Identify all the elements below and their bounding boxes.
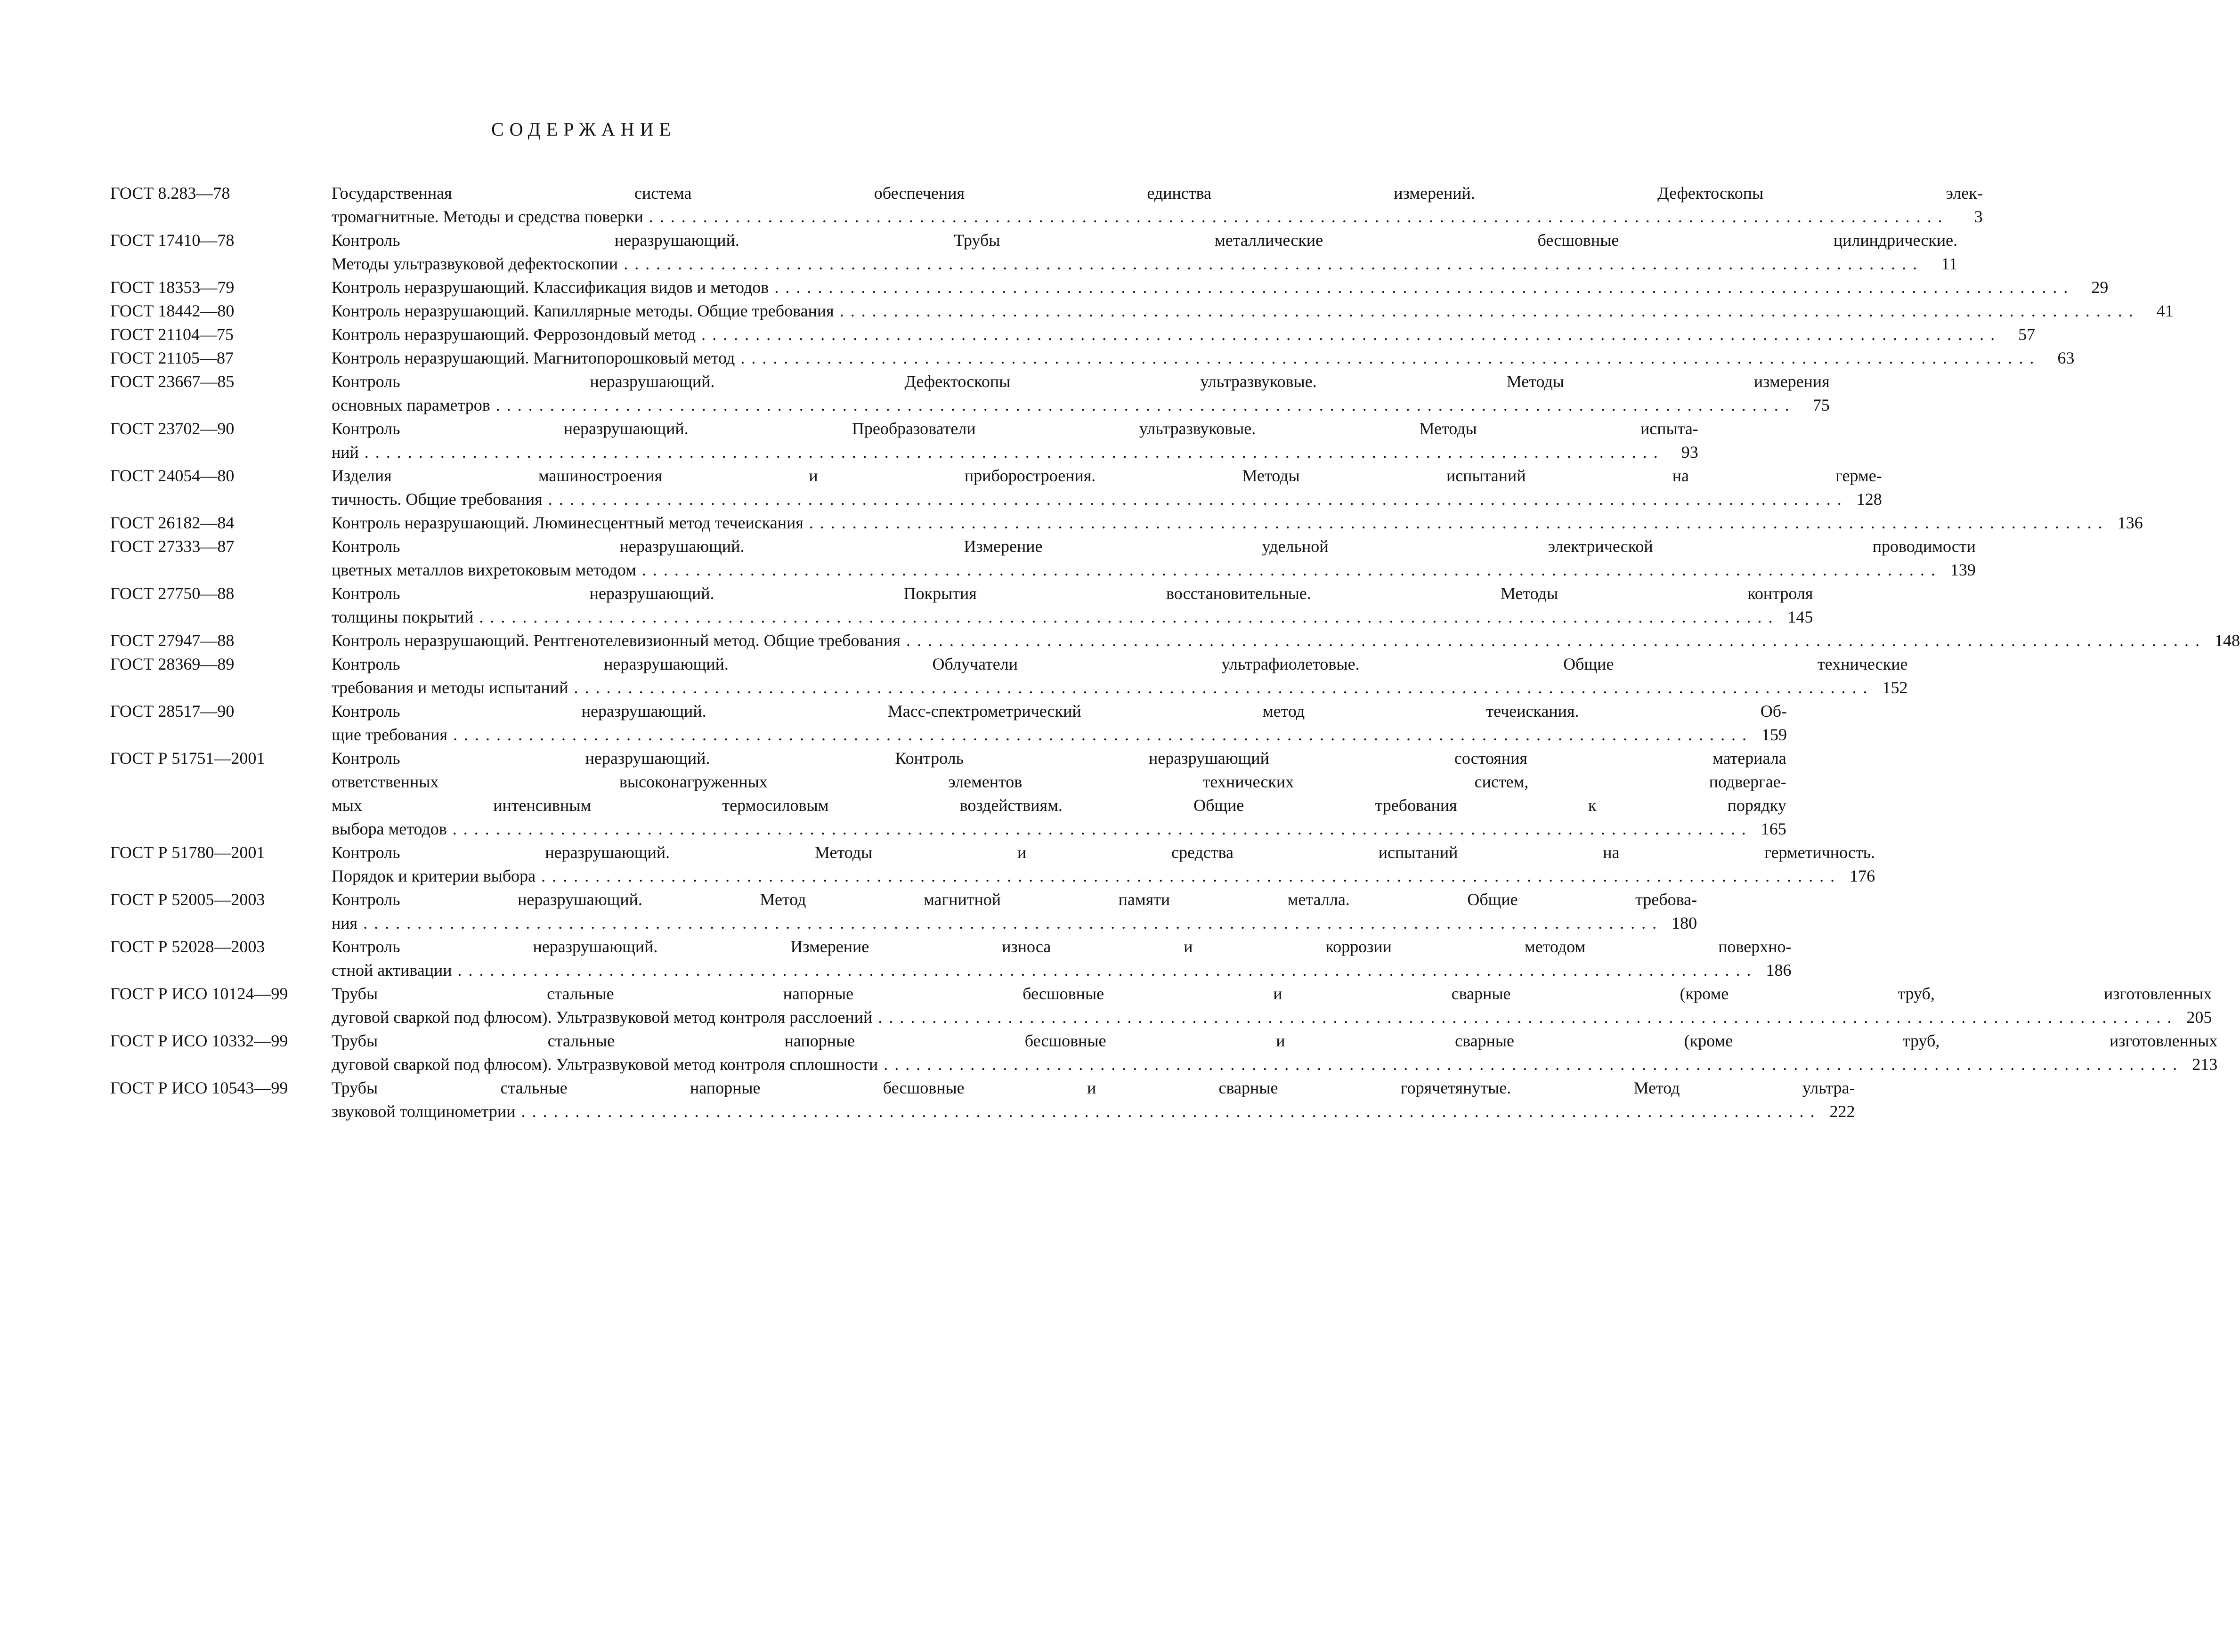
- entry-last-line: [332, 817, 1786, 841]
- entry-description: [332, 888, 1697, 935]
- toc-entry: [110, 534, 1976, 582]
- page-number: 136: [2117, 513, 2143, 532]
- entry-description: [332, 1076, 1855, 1123]
- toc-entry: [110, 346, 2075, 370]
- entry-title-line: Контроль неразрушающий. Покрытия восстановительные. Методы контроля: [332, 584, 1813, 603]
- dot-leader: ........................................................................................................................: [479, 607, 1779, 626]
- entry-description: [332, 746, 1786, 841]
- entry-last-line: [332, 723, 1787, 746]
- entry-last-line: [332, 487, 1882, 511]
- standard-code: ГОСТ 27750—88: [110, 584, 235, 603]
- toc-entry: [110, 1029, 2218, 1076]
- entry-title-line: требования и методы испытаний: [332, 678, 568, 697]
- toc-entry: [110, 888, 1697, 935]
- standard-code: ГОСТ Р 51751—2001: [110, 749, 265, 768]
- page-number: 165: [1761, 819, 1786, 838]
- toc-entry: [110, 299, 2174, 323]
- entry-description: [332, 417, 1698, 464]
- toc-entry: [110, 228, 1958, 275]
- entry-title-line: щие требования: [332, 725, 448, 744]
- standard-code: ГОСТ Р 52005—2003: [110, 890, 265, 909]
- page-number: 176: [1850, 866, 1875, 885]
- standard-code: ГОСТ 28369—89: [110, 655, 235, 673]
- entry-description: [332, 275, 2108, 299]
- entry-last-line: [332, 605, 1813, 629]
- entry-title-line: Контроль неразрушающий. Масс-спектрометрический метод течеискания. Об-: [332, 702, 1787, 721]
- dot-leader: ........................................................................................................................: [839, 301, 2140, 320]
- page-number: 180: [1672, 914, 1697, 932]
- page-number: 186: [1766, 961, 1792, 980]
- standard-code: ГОСТ 26182—84: [110, 513, 235, 532]
- standard-code: ГОСТ 23667—85: [110, 372, 235, 391]
- entry-title-line: Контроль неразрушающий. Контроль неразрушающий состояния материала: [332, 749, 1786, 768]
- entry-description: [332, 346, 2074, 370]
- entry-title-line: основных параметров: [332, 396, 490, 414]
- standard-code: ГОСТ 8.283—78: [110, 184, 230, 202]
- entry-last-line: [332, 1053, 2217, 1076]
- entry-description: [332, 228, 1957, 275]
- entry-title-line: выбора методов: [332, 819, 447, 838]
- entry-description: [332, 534, 1976, 582]
- entry-last-line: [332, 1005, 2212, 1029]
- dot-leader: ........................................................................................................................: [541, 866, 1842, 885]
- entry-title-line: ответственных высоконагруженных элементов технических систем, подвергае-: [332, 772, 1786, 791]
- toc-entry: [110, 181, 1983, 228]
- entry-title-line: Контроль неразрушающий. Феррозондовый метод: [332, 325, 696, 344]
- entry-last-line: [332, 205, 1983, 228]
- toc-entry: [110, 699, 1787, 746]
- entry-last-line: [332, 558, 1976, 582]
- dot-leader: ........................................................................................................................: [906, 631, 2206, 650]
- toc-entry: [110, 370, 1830, 417]
- dot-leader: ........................................................................................................................: [363, 914, 1664, 932]
- entry-last-line: [332, 1100, 1855, 1123]
- dot-leader: ........................................................................................................................: [884, 1055, 2184, 1074]
- entry-last-line: [332, 323, 2035, 346]
- page-number: 222: [1829, 1102, 1855, 1121]
- page-number: 41: [2156, 301, 2174, 320]
- page-number: 128: [1856, 490, 1882, 509]
- standard-code: ГОСТ 28517—90: [110, 702, 235, 721]
- toc-entry: [110, 935, 1792, 982]
- entry-description: [332, 982, 2212, 1029]
- entry-last-line: [332, 393, 1830, 417]
- toc-entry: [110, 746, 1786, 841]
- page-number: 205: [2186, 1008, 2212, 1027]
- entry-last-line: [332, 275, 2108, 299]
- dot-leader: ........................................................................................................................: [649, 207, 1949, 226]
- entry-title-line: Контроль неразрушающий. Облучатели ультрафиолетовые. Общие технические: [332, 655, 1908, 673]
- entry-title-line: дуговой сваркой под флюсом). Ультразвуковой метод контроля сплошности: [332, 1055, 878, 1074]
- toc-entry: [110, 511, 2143, 534]
- standard-code: ГОСТ 27947—88: [110, 631, 235, 650]
- entry-title-line: звуковой толщинометрии: [332, 1102, 516, 1121]
- entry-title-line: толщины покрытий: [332, 607, 474, 626]
- toc-entry: [110, 464, 1882, 511]
- entry-description: [332, 1029, 2217, 1076]
- entry-description: [332, 582, 1813, 629]
- toc-entry: [110, 417, 1698, 464]
- page-number: 29: [2091, 278, 2109, 297]
- dot-leader: ........................................................................................................................: [364, 443, 1664, 462]
- entry-title-line: Контроль неразрушающий. Рентгенотелевизионный метод. Общие требования: [332, 631, 901, 650]
- toc-entry: [110, 275, 2109, 299]
- dot-leader: ........................................................................................................................: [878, 1008, 2178, 1027]
- entry-description: [332, 511, 2143, 534]
- entry-title-line: Контроль неразрушающий. Дефектоскопы ультразвуковые. Методы измерения: [332, 372, 1830, 391]
- entry-description: [332, 370, 1830, 417]
- entry-title-line: Контроль неразрушающий. Трубы металлические бесшовные цилиндрические.: [332, 231, 1958, 250]
- page-number: 139: [1950, 560, 1976, 579]
- entry-last-line: [332, 252, 1957, 275]
- standard-code: ГОСТ 21104—75: [110, 325, 234, 344]
- dot-leader: ........................................................................................................................: [548, 490, 1848, 509]
- standard-code: ГОСТ Р 52028—2003: [110, 937, 265, 956]
- entry-last-line: [332, 299, 2174, 323]
- entry-last-line: [332, 440, 1698, 464]
- entry-description: [332, 464, 1882, 511]
- entry-title-line: тичность. Общие требования: [332, 490, 543, 509]
- entry-description: [332, 299, 2174, 323]
- dot-leader: ........................................................................................................................: [574, 678, 1874, 697]
- entry-title-line: Контроль неразрушающий. Капиллярные методы. Общие требования: [332, 301, 834, 320]
- entry-title-line: ния: [332, 914, 358, 932]
- entry-title-line: Методы ультразвуковой дефектоскопии: [332, 254, 618, 273]
- standard-code: ГОСТ Р 51780—2001: [110, 843, 265, 862]
- standard-code: ГОСТ 21105—87: [110, 348, 234, 367]
- dot-leader: ........................................................................................................................: [457, 961, 1758, 980]
- dot-leader: ........................................................................................................................: [774, 278, 2075, 297]
- entry-title-line: Контроль неразрушающий. Методы и средства испытаний на герметичность.: [332, 843, 1875, 862]
- dot-leader: ........................................................................................................................: [701, 325, 2002, 344]
- entry-last-line: [332, 346, 2074, 370]
- toc-entry: [110, 323, 2036, 346]
- standard-code: ГОСТ Р ИСО 10543—99: [110, 1078, 288, 1097]
- toc-entry: [110, 629, 2240, 652]
- dot-leader: ........................................................................................................................: [624, 254, 1924, 273]
- dot-leader: ........................................................................................................................: [452, 819, 1753, 838]
- entry-title-line: Трубы стальные напорные бесшовные и сварные горячетянутые. Метод ультра-: [332, 1078, 1855, 1097]
- entry-title-line: Контроль неразрушающий. Люминесцентный метод течеискания: [332, 513, 803, 532]
- standard-code: ГОСТ Р ИСО 10124—99: [110, 984, 288, 1003]
- entry-title-line: Контроль неразрушающий. Классификация видов и методов: [332, 278, 769, 297]
- standard-code: ГОСТ 24054—80: [110, 466, 235, 485]
- toc-entry: [110, 841, 1875, 888]
- entry-title-line: Контроль неразрушающий. Магнитопорошковый метод: [332, 348, 735, 367]
- entry-description: [332, 935, 1792, 982]
- entry-title-line: Контроль неразрушающий. Измерение удельной электрической проводимости: [332, 537, 1976, 556]
- entry-last-line: [332, 864, 1875, 888]
- dot-leader: ........................................................................................................................: [641, 560, 1942, 579]
- entry-last-line: [332, 629, 2240, 652]
- page-number: 148: [2215, 631, 2240, 650]
- standard-code: ГОСТ Р ИСО 10332—99: [110, 1031, 288, 1050]
- standard-code: ГОСТ 27333—87: [110, 537, 235, 556]
- entry-title-line: тромагнитные. Методы и средства поверки: [332, 207, 643, 226]
- entry-title-line: Контроль неразрушающий. Измерение износа и коррозии методом поверхно-: [332, 937, 1792, 956]
- standard-code: ГОСТ 17410—78: [110, 231, 235, 250]
- entry-description: [332, 629, 2240, 652]
- dot-leader: ........................................................................................................................: [495, 396, 1796, 414]
- toc-entry: [110, 982, 2212, 1029]
- entry-last-line: [332, 958, 1792, 982]
- page-number: 145: [1787, 607, 1813, 626]
- entry-description: [332, 181, 1983, 228]
- dot-leader: ........................................................................................................................: [740, 348, 2041, 367]
- entry-title-line: дуговой сваркой под флюсом). Ультразвуковой метод контроля расслоений: [332, 1008, 873, 1027]
- entry-last-line: [332, 676, 1907, 699]
- entry-title-line: Изделия машиностроения и приборостроения. Методы испытаний на герме-: [332, 466, 1882, 485]
- entry-title-line: Порядок и критерии выбора: [332, 866, 536, 885]
- entry-description: [332, 323, 2035, 346]
- page-title: СОДЕРЖАНИЕ: [491, 119, 677, 140]
- page-number: 159: [1761, 725, 1787, 744]
- entry-title-line: Контроль неразрушающий. Преобразователи ультразвуковые. Методы испыта-: [332, 419, 1698, 438]
- standard-code: ГОСТ 18442—80: [110, 301, 235, 320]
- entry-description: [332, 652, 1907, 699]
- table-of-contents: [110, 181, 2240, 1123]
- toc-entry: [110, 652, 1908, 699]
- page-number: 213: [2192, 1055, 2218, 1074]
- entry-title-line: стной активации: [332, 961, 452, 980]
- dot-leader: ........................................................................................................................: [521, 1102, 1821, 1121]
- page-number: 11: [1941, 254, 1958, 273]
- page-number: 3: [1974, 207, 1983, 226]
- standard-code: ГОСТ 18353—79: [110, 278, 235, 297]
- page-number: 75: [1812, 396, 1830, 414]
- entry-last-line: [332, 511, 2143, 534]
- entry-title-line: Контроль неразрушающий. Метод магнитной памяти металла. Общие требова-: [332, 890, 1697, 909]
- entry-description: [332, 841, 1875, 888]
- toc-entry: [110, 582, 1813, 629]
- page-number: 152: [1882, 678, 1908, 697]
- page-number: 57: [2018, 325, 2036, 344]
- page-number: 63: [2057, 348, 2075, 367]
- standard-code: ГОСТ 23702—90: [110, 419, 235, 438]
- toc-entry: [110, 1076, 1855, 1123]
- entry-title-line: ний: [332, 443, 359, 462]
- page-number: 93: [1681, 443, 1698, 462]
- entry-title-line: мых интенсивным термосиловым воздействиям. Общие требования к порядку: [332, 796, 1786, 815]
- dot-leader: ........................................................................................................................: [809, 513, 2109, 532]
- entry-title-line: Трубы стальные напорные бесшовные и сварные (кроме труб, изготовленных: [332, 1031, 2218, 1050]
- entry-title-line: Трубы стальные напорные бесшовные и сварные (кроме труб, изготовленных: [332, 984, 2212, 1003]
- dot-leader: ........................................................................................................................: [453, 725, 1753, 744]
- entry-title-line: Государственная система обеспечения единства измерений. Дефектоскопы элек-: [332, 184, 1983, 202]
- entry-last-line: [332, 911, 1697, 935]
- entry-description: [332, 699, 1787, 746]
- entry-title-line: цветных металлов вихретоковым методом: [332, 560, 636, 579]
